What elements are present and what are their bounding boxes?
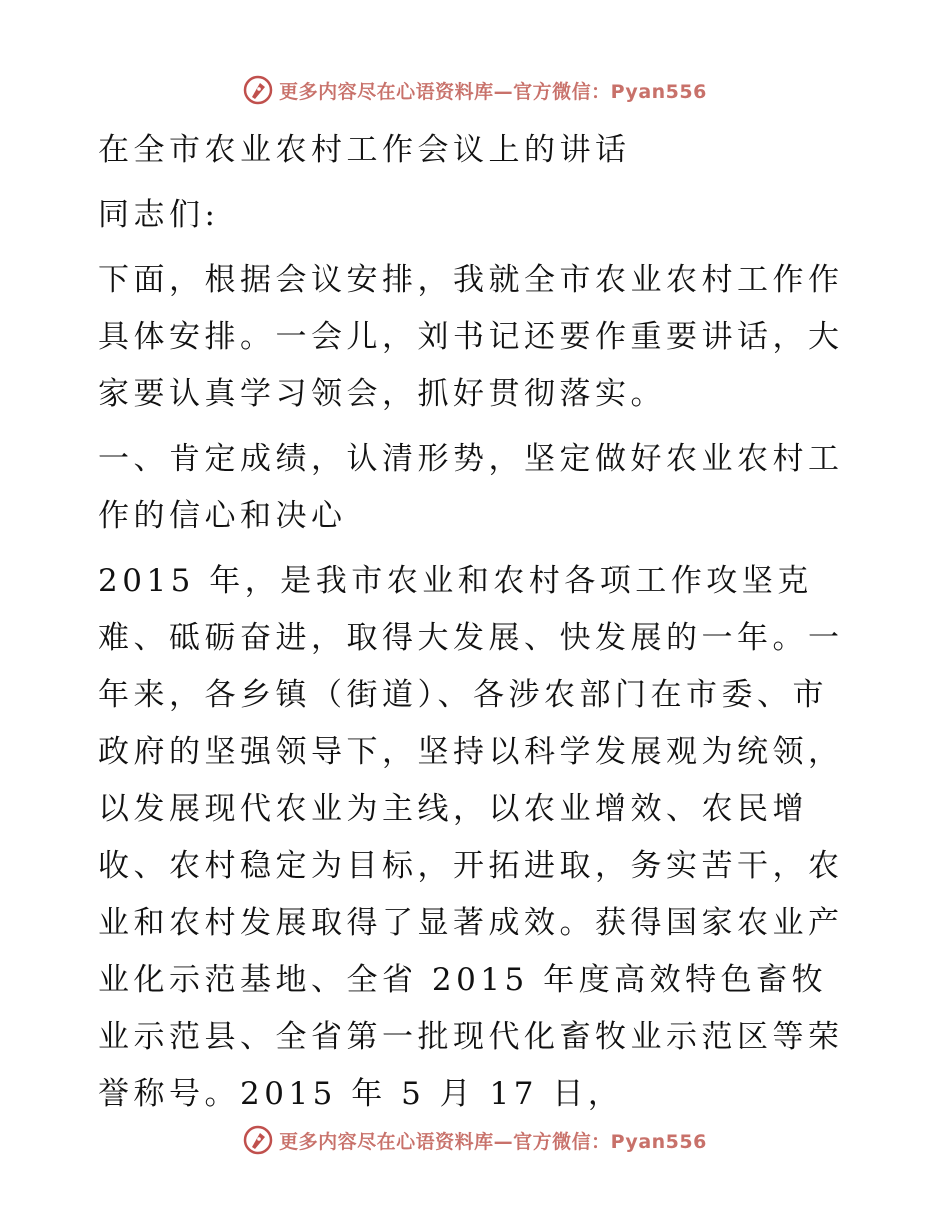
header-watermark <box>0 70 950 110</box>
salutation: 同志们: <box>98 197 220 233</box>
document-body <box>98 122 858 1131</box>
pen-nib-logo-icon <box>243 75 273 105</box>
document-title: 在全市农业农村工作会议上的讲话 <box>98 132 631 168</box>
watermark-text: 更多内容尽在心语资料库—官方微信：Pyan556 <box>279 1130 707 1153</box>
footer-watermark <box>0 1120 950 1160</box>
paragraph: 下面，根据会议安排，我就全市农业农村工作作具体安排。一会儿，刘书记还要作重要讲话，大家要认真学习领会，抓好贯彻落实。 <box>98 262 844 412</box>
section-heading: 一、肯定成绩，认清形势，坚定做好农业农村工作的信心和决心 <box>98 441 844 534</box>
watermark-text: 更多内容尽在心语资料库—官方微信：Pyan556 <box>279 80 707 103</box>
paragraph: 2015 年，是我市农业和农村各项工作攻坚克难、砥砺奋进，取得大发展、快发展的一年。一年来，各乡镇（街道）、各涉农部门在市委、市政府的坚强领导下，坚持以科学发展观为统领，以发展现代农业为主线，以农业增效、农民增收、农村稳定为目标，开拓进取，务实苦干，农业和农村发展取得了显著成效。获得国家农业产业化示范基地、全省 2015 年度高效特色畜牧业示范县、全省第一批现代化畜牧业示范区等荣誉称号。2015 年 5 月 17 日， <box>98 563 844 1112</box>
pen-nib-logo-icon <box>243 1125 273 1155</box>
